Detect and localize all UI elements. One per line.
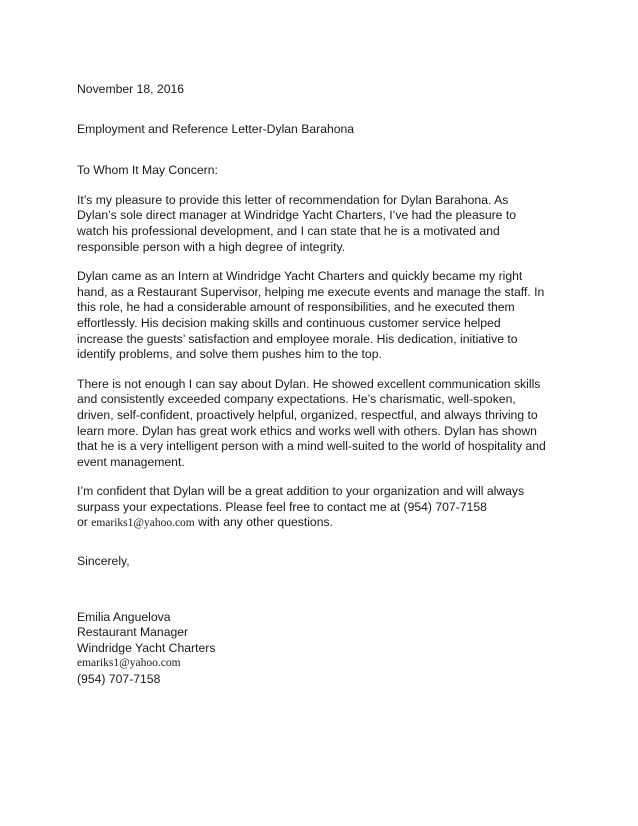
contact-suffix: with any other questions. [194, 515, 333, 530]
contact-prefix: or [77, 515, 92, 530]
paragraph-line: and consistently exceeded company expectations. He’s charismatic, well-spoken, [77, 392, 516, 407]
letter-body [77, 82, 557, 688]
signature-phone: (954) 707-7158 [77, 672, 161, 687]
signature-block [77, 610, 557, 688]
signature-company: Windridge Yacht Charters [77, 640, 216, 655]
paragraph-line: effortlessly. His decision making skills and continuous customer service helped [77, 315, 501, 330]
paragraph-line: I’m confident that Dylan will be a great addition to your organization and will always [77, 484, 525, 499]
paragraph-line: this role, he had a considerable amount of responsibilities, and he executed them [77, 300, 515, 315]
paragraph-line: hand, as a Restaurant Supervisor, helping me execute events and manage the staff. In [77, 284, 545, 299]
paragraph-line: It’s my pleasure to provide this letter of recommendation for Dylan Barahona. As [77, 192, 509, 207]
letter-salutation: To Whom It May Concern: [77, 163, 218, 178]
paragraph-line: watch his professional development, and I can state that he is a motivated and [77, 223, 500, 238]
letter-date: November 18, 2016 [77, 82, 185, 96]
paragraph-3 [77, 377, 557, 471]
paragraph-2 [77, 269, 557, 363]
contact-email-link[interactable]: emariks1@yahoo.com [91, 517, 195, 530]
paragraph-line: Dylan came as an Intern at Windridge Yacht Charters and quickly became my right [77, 269, 523, 284]
paragraph-line: identify problems, and solve them pushes him to the top. [77, 347, 382, 362]
paragraph-line: Dylan’s sole direct manager at Windridge Yacht Charters, I’ve had the pleasure to [77, 208, 516, 223]
letter-subject: Employment and Reference Letter-Dylan Barahona [77, 121, 355, 136]
paragraph-line: increase the guests’ satisfaction and employee morale. His dedication, initiative to [77, 331, 518, 346]
letter-closing: Sincerely, [77, 554, 130, 569]
paragraph-1 [77, 193, 557, 255]
paragraph-line: that he is a very intelligent person with a mind well-suited to the world of hospitality and [77, 439, 546, 454]
signature-name: Emilia Anguelova [77, 609, 171, 624]
paragraph-line: There is not enough I can say about Dylan. He showed excellent communication skills [77, 376, 541, 391]
paragraph-line: event management. [77, 454, 185, 469]
paragraph-4 [77, 484, 557, 532]
paragraph-line: driven, self-confident, proactively helpful, organized, respectful, and always thriving to [77, 407, 538, 422]
signature-email-link[interactable]: emariks1@yahoo.com [77, 657, 181, 670]
paragraph-line: learn more. Dylan has great work ethics and works well with others. Dylan has shown [77, 423, 537, 438]
paragraph-line: surpass your expectations. Please feel free to contact me at (954) 707-7158 [77, 499, 487, 514]
contact-line [77, 515, 557, 532]
signature-title: Restaurant Manager [77, 625, 189, 640]
paragraph-line: responsible person with a high degree of integrity. [77, 239, 346, 254]
